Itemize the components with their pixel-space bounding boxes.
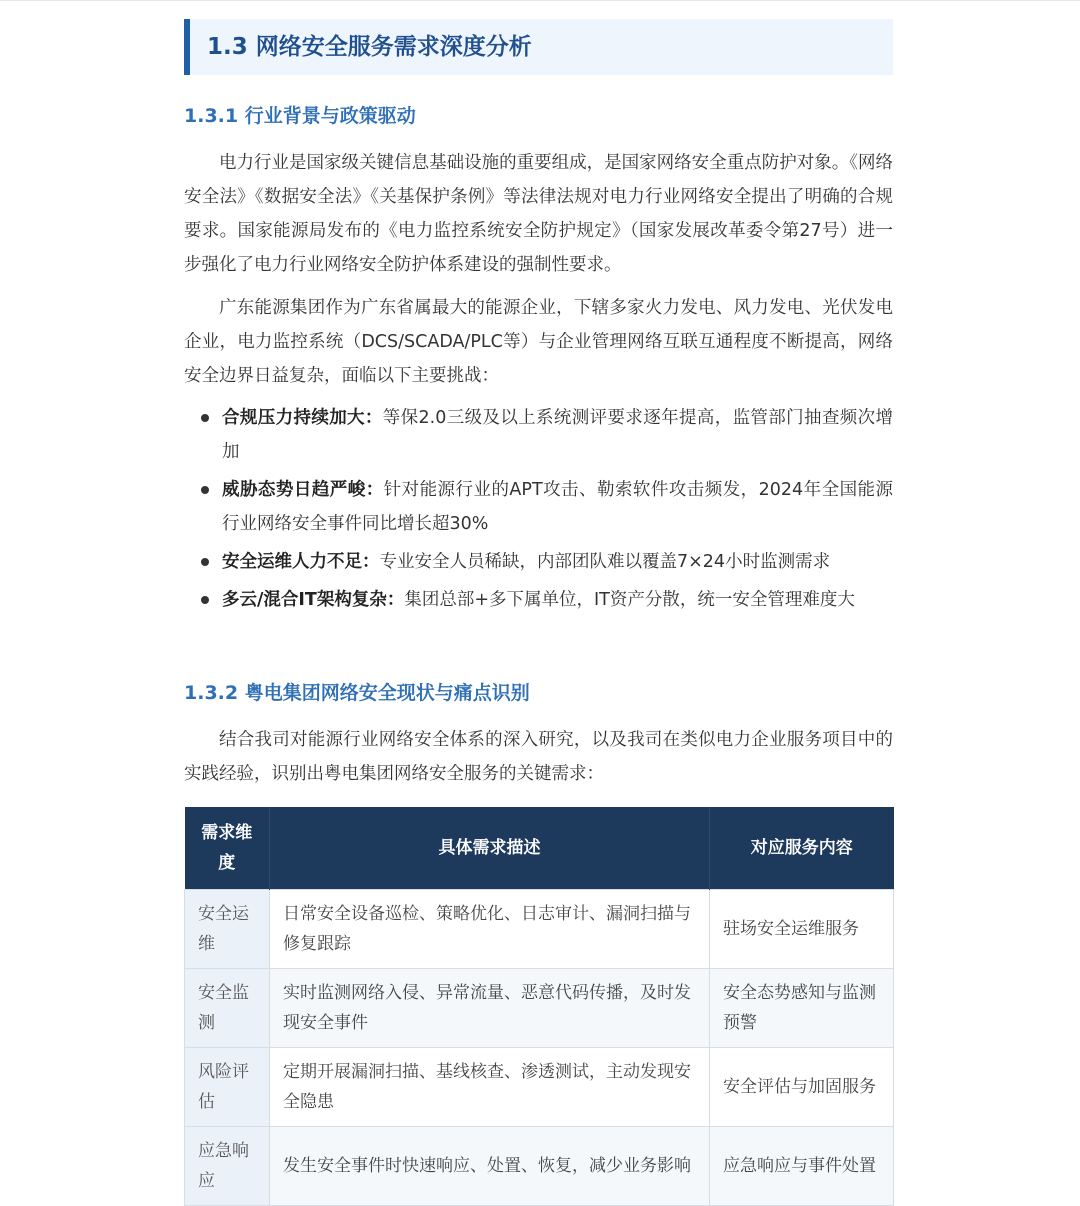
list-item-term: 安全运维人力不足： xyxy=(222,552,380,572)
list-item-text: 专业安全人员稀缺，内部团队难以覆盖7×24小时监测需求 xyxy=(379,552,831,572)
column-header-description: 具体需求描述 xyxy=(270,807,710,890)
column-header-dimension: 需求维度 xyxy=(185,807,270,890)
cell-dimension: 应急响应 xyxy=(185,1127,270,1206)
subsection-heading-1: 1.3.1 行业背景与政策驱动 xyxy=(184,105,416,127)
paragraph-policy: 电力行业是国家级关键信息基础设施的重要组成，是国家网络安全重点防护对象。《网络安全法》《数据安全法》《关基保护条例》等法律法规对电力行业网络安全提出了明确的合规要求。国家能源局发布的《电力监控系统安全防护规定》（国家发展改革委令第27号）进一步强化了电力行业网络安全防护体系建设的强制性要求。 xyxy=(184,153,893,275)
cell-service: 驻场安全运维服务 xyxy=(710,890,894,969)
paragraph-needs: 结合我司对能源行业网络安全体系的深入研究，以及我司在类似电力企业服务项目中的实践经验，识别出粤电集团网络安全服务的关键需求： xyxy=(184,730,893,784)
table-row xyxy=(185,890,894,969)
table-header-row xyxy=(185,807,894,890)
list-item-text: 集团总部+多下属单位，IT资产分散，统一安全管理难度大 xyxy=(404,590,855,610)
bullet-dot-icon xyxy=(201,558,209,566)
cell-dimension: 风险评估 xyxy=(185,1048,270,1127)
cell-description: 发生安全事件时快速响应、处置、恢复，减少业务影响 xyxy=(270,1127,710,1206)
subsection-heading-2: 1.3.2 粤电集团网络安全现状与痛点识别 xyxy=(184,682,530,704)
bullet-dot-icon xyxy=(201,486,209,494)
cell-service: 应急响应与事件处置 xyxy=(710,1127,894,1206)
list-item xyxy=(184,473,893,541)
list-item-text: 等保2.0三级及以上系统测评要求逐年提高，监管部门抽查频次增加 xyxy=(222,408,893,462)
list-item xyxy=(184,545,893,579)
challenge-list xyxy=(184,401,893,621)
list-item-text: 针对能源行业的APT攻击、勒索软件攻击频发，2024年全国能源行业网络安全事件同比增长超30% xyxy=(222,480,894,534)
column-header-service: 对应服务内容 xyxy=(710,807,894,890)
requirements-table xyxy=(184,807,894,1206)
cell-description: 实时监测网络入侵、异常流量、恶意代码传播，及时发现安全事件 xyxy=(270,969,710,1048)
cell-description: 定期开展漏洞扫描、基线核查、渗透测试，主动发现安全隐患 xyxy=(270,1048,710,1127)
cell-description: 日常安全设备巡检、策略优化、日志审计、漏洞扫描与修复跟踪 xyxy=(270,890,710,969)
cell-dimension: 安全监测 xyxy=(185,969,270,1048)
cell-dimension: 安全运维 xyxy=(185,890,270,969)
list-item-term: 威胁态势日趋严峻： xyxy=(222,480,384,500)
list-item-term: 合规压力持续加大： xyxy=(222,408,383,428)
section-heading: 1.3 网络安全服务需求深度分析 xyxy=(184,19,893,75)
list-item xyxy=(184,583,893,617)
cell-service: 安全评估与加固服务 xyxy=(710,1048,894,1127)
table-row xyxy=(185,1048,894,1127)
table-row xyxy=(185,969,894,1048)
paragraph-challenges: 广东能源集团作为广东省属最大的能源企业，下辖多家火力发电、风力发电、光伏发电企业，电力监控系统（DCS/SCADA/PLC等）与企业管理网络互联互通程度不断提高，网络安全边界日益复杂，面临以下主要挑战： xyxy=(184,298,893,386)
list-item xyxy=(184,401,893,469)
list-item-term: 多云/混合IT架构复杂： xyxy=(222,590,405,610)
bullet-dot-icon xyxy=(201,596,209,604)
table-row xyxy=(185,1127,894,1206)
cell-service: 安全态势感知与监测预警 xyxy=(710,969,894,1048)
bullet-dot-icon xyxy=(201,414,209,422)
